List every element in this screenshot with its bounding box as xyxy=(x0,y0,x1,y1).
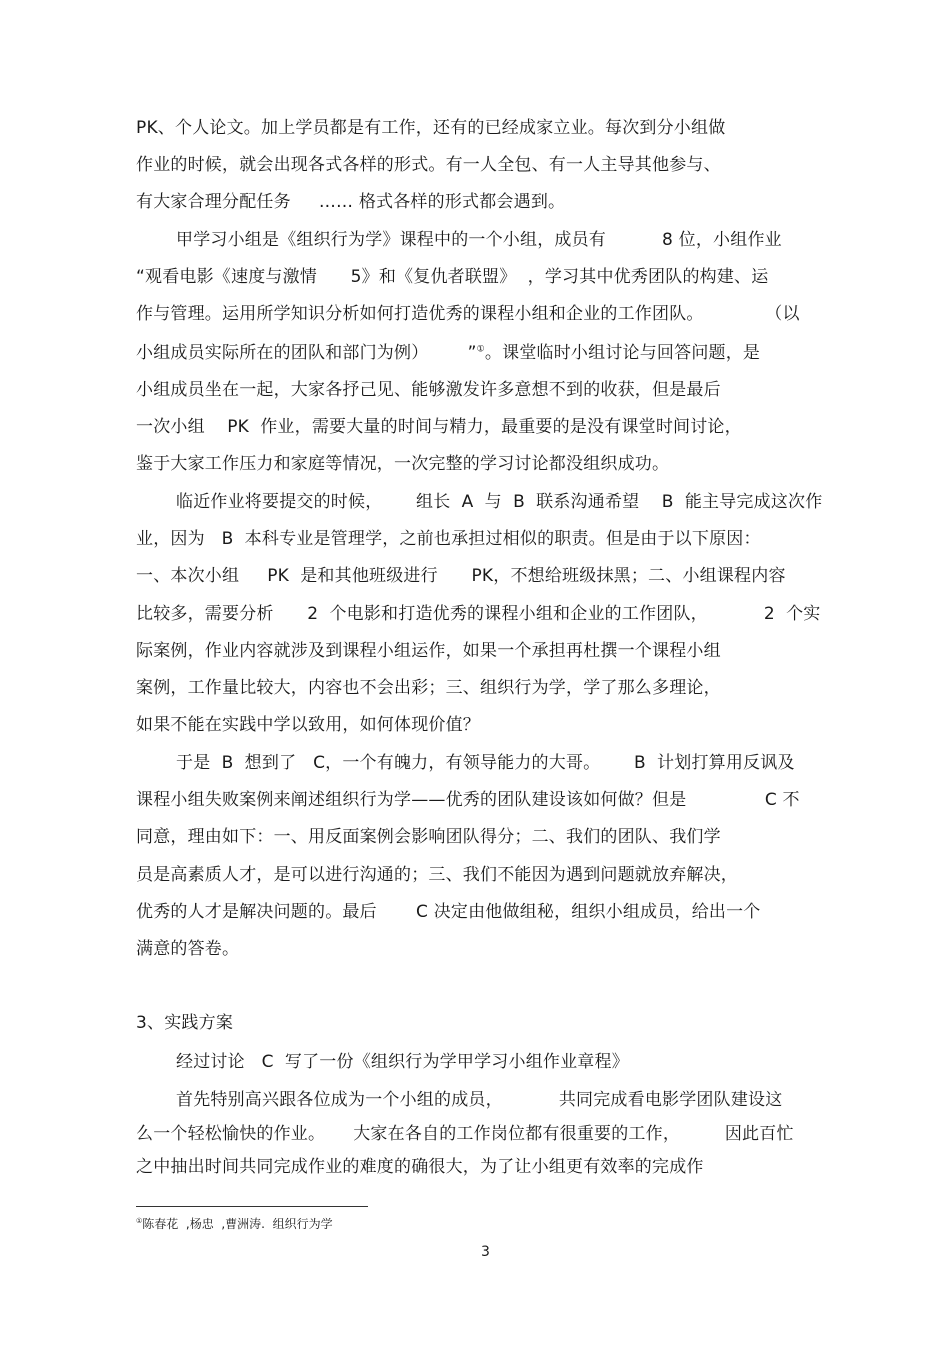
body-line-12: 业，因为 B 本科专业是管理学，之前也承担过相似的职责。但是由于以下原因： xyxy=(136,529,761,549)
body-line-4: 甲学习小组是《组织行为学》课程中的一个小组，成员有 8 位，小组作业 xyxy=(176,230,782,250)
footnote-divider xyxy=(136,1206,368,1207)
body-line-5: “观看电影《速度与激情 5》和《复仇者联盟》 ，学习其中优秀团队的构建、运 xyxy=(136,267,769,287)
body-line-11: 临近作业将要提交的时候， 组长 A 与 B 联系沟通希望 B 能主导完成这次作 xyxy=(176,492,823,512)
body-line-28: 之中抽出时间共同完成作业的难度的确很大，为了让小组更有效率的完成作 xyxy=(136,1157,704,1177)
body-line-10: 鉴于大家工作压力和家庭等情况，一次完整的学习讨论都没组织成功。 xyxy=(136,454,670,474)
body-line-21: 员是高素质人才，是可以进行沟通的；三、我们不能因为遇到问题就放弃解决， xyxy=(136,865,738,885)
body-line-25: 经过讨论 C 写了一份《组织行为学甲学习小组作业章程》 xyxy=(176,1052,629,1072)
body-line-1: PK、个人论文。加上学员都是有工作，还有的已经成家立业。每次到分小组做 xyxy=(136,118,726,138)
body-line-14: 比较多，需要分析 2 个电影和打造优秀的课程小组和企业的工作团队， 2 个实 xyxy=(136,604,821,624)
body-line-22: 优秀的人才是解决问题的。最后 C 决定由他做组秘，组织小组成员，给出一个 xyxy=(136,902,761,922)
section-heading: 3、实践方案 xyxy=(136,1013,234,1033)
body-line-3: 有大家合理分配任务 …… 格式各样的形式都会遇到。 xyxy=(136,192,566,212)
body-line-7 xyxy=(136,342,760,364)
body-line-27: 么一个轻松愉快的作业。 大家在各自的工作岗位都有很重要的工作， 因此百忙 xyxy=(136,1124,794,1144)
body-line-7-text: 小组成员实际所在的团队和部门为例） ” xyxy=(136,343,477,363)
body-line-2: 作业的时候，就会出现各式各样的形式。有一人全包、有一人主导其他参与、 xyxy=(136,155,721,175)
body-line-13: 一、本次小组 PK 是和其他班级进行 PK，不想给班级抹黑；二、小组课程内容 xyxy=(136,566,786,586)
footnote xyxy=(136,1216,333,1232)
body-line-17: 如果不能在实践中学以致用，如何体现价值？ xyxy=(136,715,480,735)
body-line-9: 一次小组 PK 作业，需要大量的时间与精力，最重要的是没有课堂时间讨论， xyxy=(136,417,742,437)
body-line-20: 同意，理由如下：一、用反面案例会影响团队得分；二、我们的团队、我们学 xyxy=(136,827,721,847)
body-line-16: 案例，工作量比较大，内容也不会出彩；三、组织行为学，学了那么多理论， xyxy=(136,678,721,698)
footnote-reference: ① xyxy=(476,344,485,355)
body-line-19: 课程小组失败案例来阐述组织行为学——优秀的团队建设该如何做？但是 C 不 xyxy=(136,790,800,810)
footnote-marker: ① xyxy=(136,1217,143,1225)
body-line-23: 满意的答卷。 xyxy=(136,939,240,959)
footnote-text: 陈春花 ,杨忠 ,曹洲涛. 组织行为学 xyxy=(142,1217,333,1231)
body-line-7-tail: 。课堂临时小组讨论与回答问题，是 xyxy=(484,343,761,363)
page-number: 3 xyxy=(481,1244,490,1260)
body-line-15: 际案例，作业内容就涉及到课程小组运作，如果一个承担再杜撰一个课程小组 xyxy=(136,641,721,661)
body-line-18: 于是 B 想到了 C，一个有魄力，有领导能力的大哥。 B 计划打算用反讽及 xyxy=(176,753,795,773)
body-line-6: 作与管理。运用所学知识分析如何打造优秀的课程小组和企业的工作团队。 （以 xyxy=(136,304,800,324)
body-line-26: 首先特别高兴跟各位成为一个小组的成员， 共同完成看电影学团队建设这 xyxy=(176,1090,783,1110)
body-line-8: 小组成员坐在一起，大家各抒己见、能够激发许多意想不到的收获，但是最后 xyxy=(136,380,721,400)
